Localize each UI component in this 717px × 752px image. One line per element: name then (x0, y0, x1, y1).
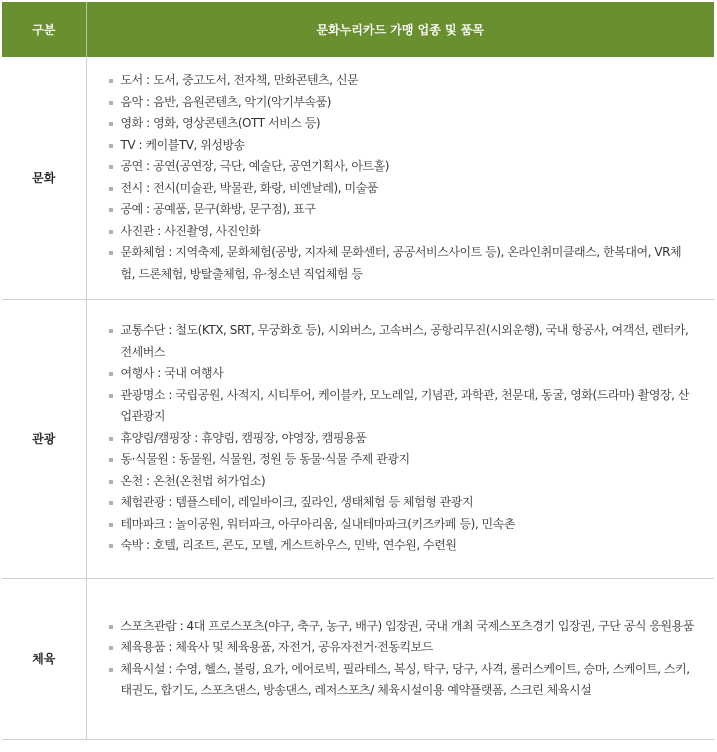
list-item: 휴양림/캠핑장 : 휴양림, 캠핑장, 야영장, 캠핑용품 (109, 428, 695, 450)
category-culture: 문화 (2, 57, 86, 299)
list-item: TV : 케이블TV, 위성방송 (109, 135, 695, 157)
list-item: 여행사 : 국내 여행사 (109, 363, 695, 385)
list-item: 스포츠관람 : 4대 프로스포츠(야구, 축구, 농구, 배구) 입장권, 국내 개최 국제스포츠경기 입장권, 구단 공식 응원용품 (109, 616, 695, 638)
header-category: 구분 (2, 2, 86, 57)
table-row-sports (2, 578, 714, 739)
list-item: 영화 : 영화, 영상콘텐츠(OTT 서비스 등) (109, 113, 695, 135)
list-item: 전시 : 전시(미술관, 박물관, 화랑, 비엔날레), 미술품 (109, 178, 695, 200)
list-item: 도서 : 도서, 중고도서, 전자책, 만화콘텐츠, 신문 (109, 70, 695, 92)
list-item: 문화체험 : 지역축제, 문화체험(공방, 지자체 문화센터, 공공서비스사이트 등), 온라인취미클래스, 한복대여, VR체험, 드론체험, 방탈출체험, 유·청소년 직업체험 등 (109, 242, 695, 285)
list-item: 공연 : 공연(공연장, 극단, 예술단, 공연기획사, 아트홀) (109, 156, 695, 178)
list-item: 테마파크 : 놀이공원, 워터파크, 아쿠아리움, 실내테마파크(키즈카페 등), 민속촌 (109, 514, 695, 536)
list-item: 교통수단 : 철도(KTX, SRT, 무궁화호 등), 시외버스, 고속버스, 공항리무진(시외운행), 국내 항공사, 여객선, 렌터카, 전세버스 (109, 320, 695, 363)
item-list-culture (109, 70, 695, 285)
item-list-tourism (109, 320, 695, 557)
list-item: 사진관 : 사진촬영, 사진인화 (109, 221, 695, 243)
category-sports: 체육 (2, 578, 86, 739)
list-item: 관광명소 : 국립공원, 사적지, 시티투어, 케이블카, 모노레일, 기념관, 과학관, 천문대, 동굴, 영화(드라마) 촬영장, 산업관광지 (109, 385, 695, 428)
items-cell-tourism (86, 299, 714, 578)
list-item: 숙박 : 호텔, 리조트, 콘도, 모텔, 게스트하우스, 민박, 연수원, 수련원 (109, 535, 695, 557)
category-tourism: 관광 (2, 299, 86, 578)
list-item: 체험관광 : 템플스테이, 레일바이크, 짚라인, 생태체험 등 체험형 관광지 (109, 492, 695, 514)
list-item: 체육시설 : 수영, 헬스, 볼링, 요가, 에어로빅, 필라테스, 복싱, 탁구, 당구, 사격, 롤러스케이트, 승마, 스케이트, 스키, 태권도, 합기도, 스포츠댄스, 방송댄스, 레저스포츠/ 체육시설이용 예약플랫폼, 스크린 체육시설 (109, 659, 695, 702)
list-item: 온천 : 온천(온천법 허가업소) (109, 471, 695, 493)
table-row-culture (2, 57, 714, 299)
table-header-row (2, 2, 714, 57)
list-item: 공예 : 공예품, 문구(화방, 문구점), 표구 (109, 199, 695, 221)
list-item: 동·식물원 : 동물원, 식물원, 정원 등 동물·식물 주제 관광지 (109, 449, 695, 471)
list-item: 음악 : 음반, 음원콘텐츠, 악기(악기부속품) (109, 92, 695, 114)
item-list-sports (109, 616, 695, 702)
list-item: 체육용품 : 체육사 및 체육용품, 자전거, 공유자전거·전동킥보드 (109, 637, 695, 659)
items-cell-culture (86, 57, 714, 299)
table-row-tourism (2, 299, 714, 578)
card-merchant-table (2, 2, 714, 740)
items-cell-sports (86, 578, 714, 739)
header-items: 문화누리카드 가맹 업종 및 품목 (86, 2, 714, 57)
